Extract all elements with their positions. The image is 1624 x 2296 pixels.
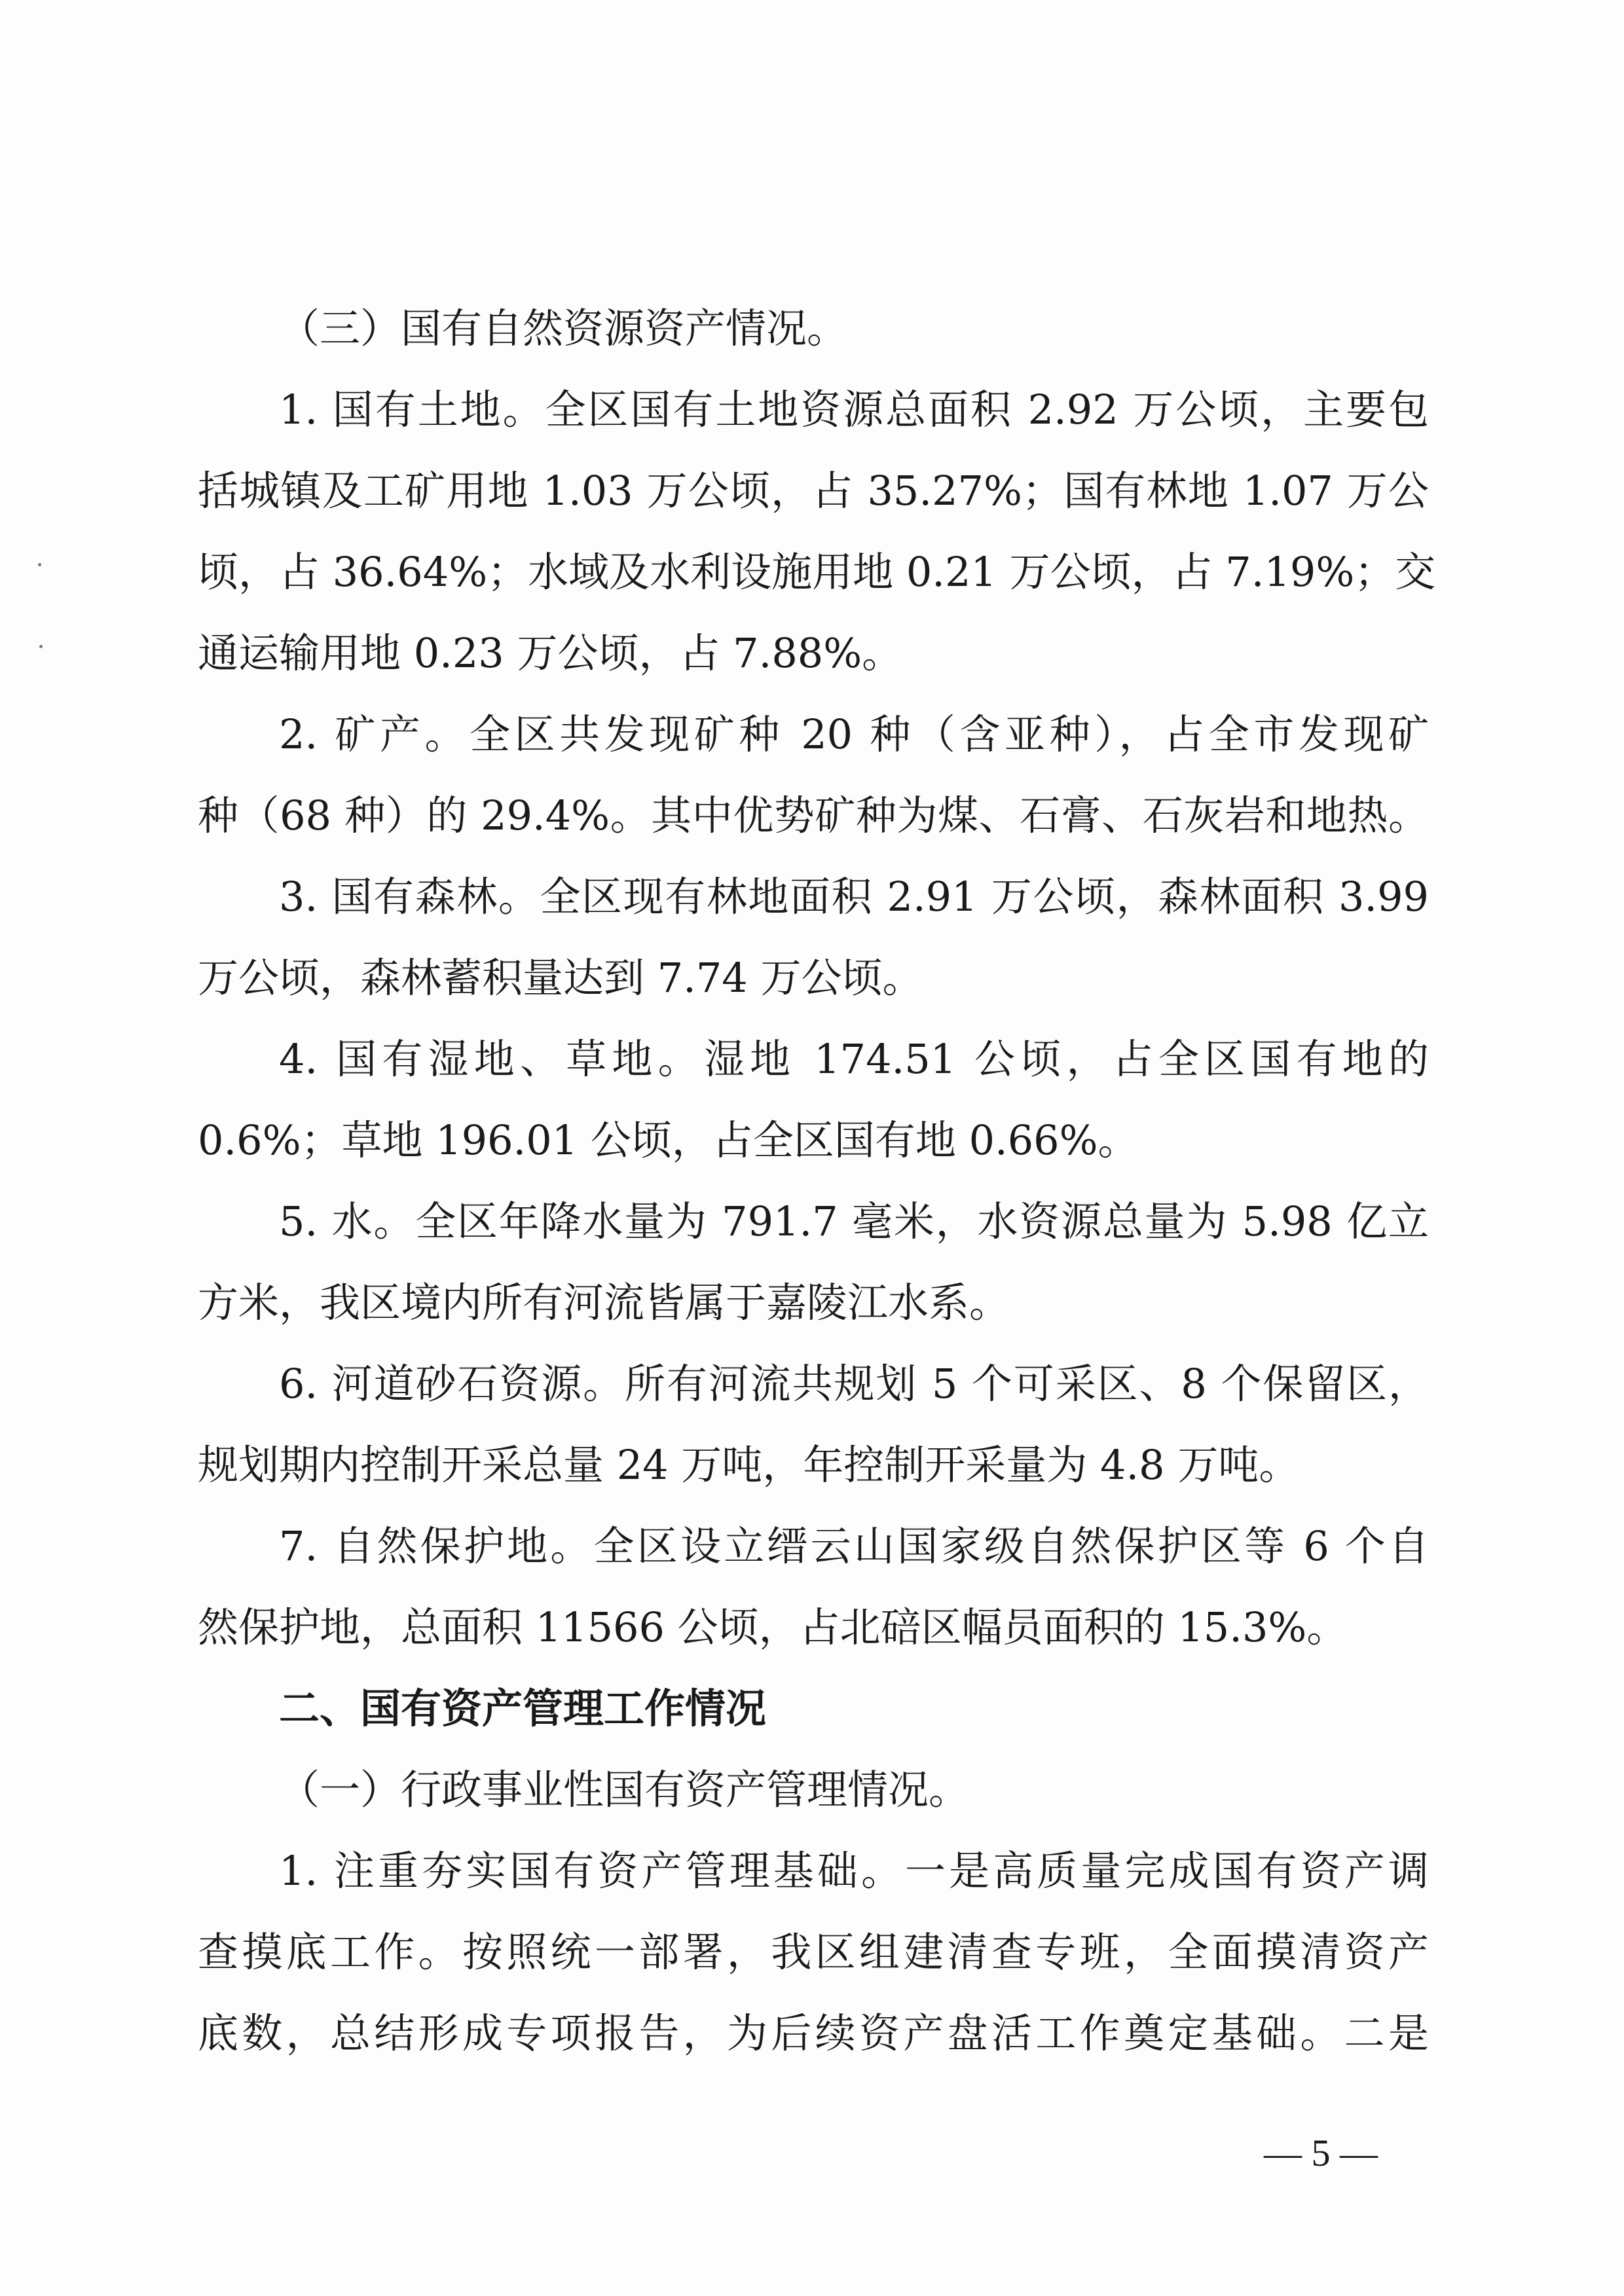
paragraph-line: 5. 水。全区年降水量为 791.7 毫米，水资源总量为 5.98 亿立 (279, 1197, 1429, 1245)
paragraph-line: 6. 河道砂石资源。所有河流共规划 5 个可采区、8 个保留区， (279, 1360, 1429, 1408)
paragraph-line: 底数，总结形成专项报告，为后续资产盘活工作奠定基础。二是 (198, 2009, 1429, 2057)
section-heading-3: （三）国有自然资源资产情况。 (279, 304, 848, 352)
paragraph-line: 1. 国有土地。全区国有土地资源总面积 2.92 万公顷，主要包 (279, 386, 1429, 433)
paragraph-line: 1. 注重夯实国有资产管理基础。一是高质量完成国有资产调 (279, 1847, 1429, 1895)
paragraph-line: 0.6%；草地 196.01 公顷，占全区国有地 0.66%。 (198, 1116, 1139, 1164)
paragraph-line: 方米，我区境内所有河流皆属于嘉陵江水系。 (198, 1279, 1010, 1326)
paragraph-line: 4. 国有湿地、草地。湿地 174.51 公顷，占全区国有地的 (279, 1035, 1429, 1083)
scan-speck (39, 645, 43, 648)
paragraph-line: 3. 国有森林。全区现有林地面积 2.91 万公顷，森林面积 3.99 (279, 873, 1429, 920)
paragraph-line: 然保护地，总面积 11566 公顷，占北碚区幅员面积的 15.3%。 (198, 1603, 1348, 1651)
paragraph-line: 种（68 种）的 29.4%。其中优势矿种为煤、石膏、石灰岩和地热。 (198, 792, 1429, 839)
document-body (198, 288, 1436, 2074)
chapter-heading-2: 二、国有资产管理工作情况 (279, 1685, 767, 1732)
paragraph-line: 顷，占 36.64%；水域及水利设施用地 0.21 万公顷，占 7.19%；交 (198, 548, 1436, 596)
paragraph-line: 通运输用地 0.23 万公顷，占 7.88%。 (198, 629, 903, 677)
paragraph-line: 7. 自然保护地。全区设立缙云山国家级自然保护区等 6 个自 (279, 1522, 1429, 1570)
page-number: — 5 — (1264, 2132, 1378, 2174)
paragraph-line: 查摸底工作。按照统一部署，我区组建清查专班，全面摸清资产 (198, 1928, 1429, 1976)
section-heading-1: （一）行政事业性国有资产管理情况。 (279, 1766, 970, 1813)
scan-speck (38, 563, 41, 566)
paragraph-line: 括城镇及工矿用地 1.03 万公顷，占 35.27%；国有林地 1.07 万公 (198, 467, 1429, 515)
paragraph-line: 规划期内控制开采总量 24 万吨，年控制开采量为 4.8 万吨。 (198, 1441, 1300, 1489)
paragraph-line: 2. 矿产。全区共发现矿种 20 种（含亚种），占全市发现矿 (279, 710, 1429, 758)
paragraph-line: 万公顷，森林蓄积量达到 7.74 万公顷。 (198, 954, 923, 1002)
